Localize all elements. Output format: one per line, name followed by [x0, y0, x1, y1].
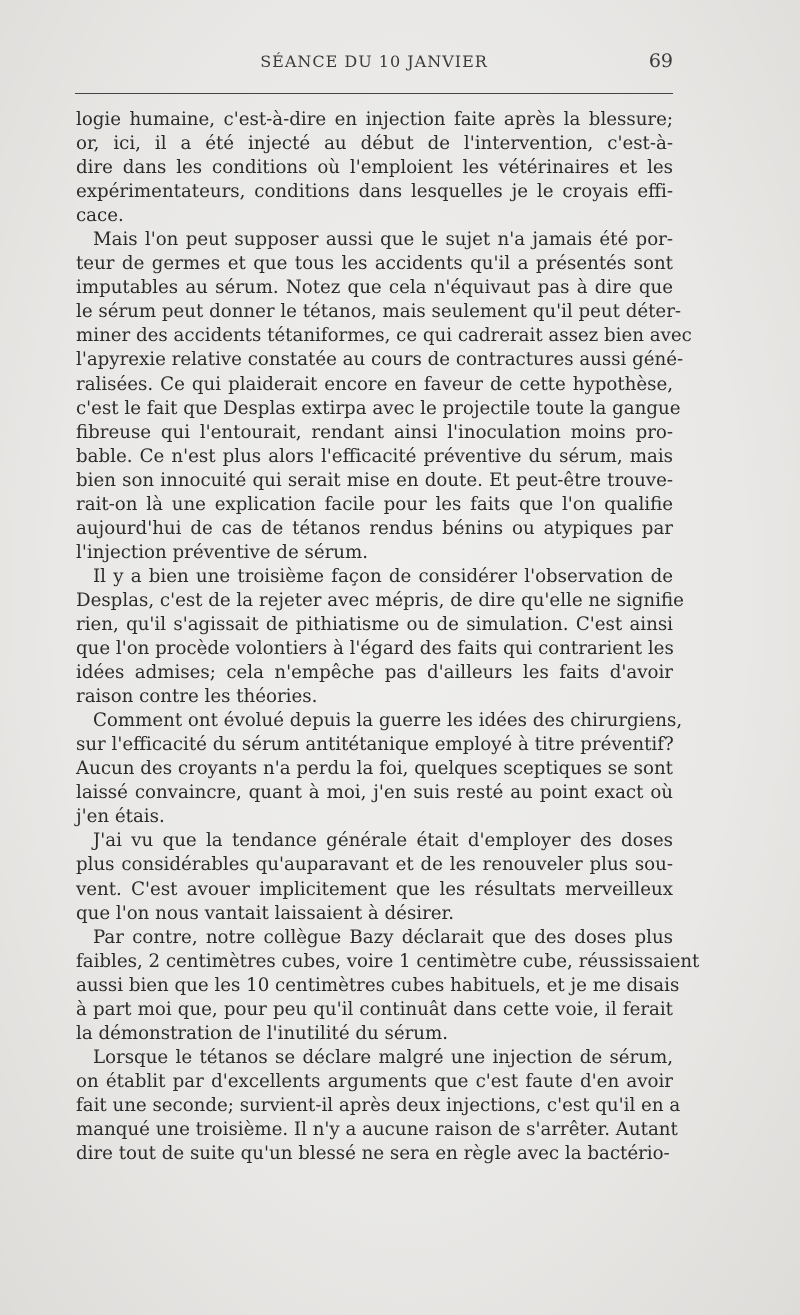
text-line: Aucun des croyants n'a perdu la foi, quelques sceptiques se sont — [76, 758, 673, 780]
text-line: dire dans les conditions où l'emploient les vétérinaires et les — [76, 157, 673, 179]
text-line: vent. C'est avouer implicitement que les résultats merveilleux — [76, 878, 673, 900]
text-line: raison contre les théories. — [76, 686, 318, 708]
text-line: j'en étais. — [76, 806, 165, 828]
page-number: 69 — [648, 50, 673, 72]
paragraph — [76, 565, 684, 709]
text-line: le sérum peut donner le tétanos, mais seulement qu'il peut déter- — [76, 301, 682, 323]
text-line: bable. Ce n'est plus alors l'efficacité préventive du sérum, mais — [76, 445, 673, 467]
text-line: faibles, 2 centimètres cubes, voire 1 centimètre cube, réussissaient — [76, 950, 700, 972]
paragraph — [76, 228, 692, 565]
text-line: logie humaine, c'est-à-dire en injection faite après la blessure; — [76, 109, 673, 130]
text-line: plus considérables qu'auparavant et de les renouveler plus sou- — [76, 854, 673, 876]
text-line: rien, qu'il s'agissait de pithiatisme ou de simulation. C'est ainsi — [76, 613, 673, 635]
paragraph — [76, 709, 683, 829]
text-line: fibreuse qui l'entourait, rendant ainsi l'inoculation moins pro- — [76, 421, 673, 443]
text-line: miner des accidents tétaniformes, ce qui cadrerait assez bien avec — [76, 325, 692, 347]
text-line: Desplas, c'est de la rejeter avec mépris, de dire qu'elle ne signifie — [76, 589, 684, 611]
text-line: Mais l'on peut supposer aussi que le sujet n'a jamais été por- — [93, 229, 673, 251]
text-line: bien son innocuité qui serait mise en doute. Et peut-être trouve- — [76, 469, 673, 491]
page-header — [75, 52, 673, 82]
text-line: teur de germes et que tous les accidents qu'il a présentés sont — [76, 253, 673, 275]
text-line: dire tout de suite qu'un blessé ne sera en règle avec la bactério- — [76, 1143, 670, 1165]
text-line: que l'on nous vantait laissaient à désirer. — [76, 902, 455, 924]
text-line: l'injection préventive de sérum. — [76, 541, 369, 563]
text-line: Par contre, notre collègue Bazy déclarait que des doses plus — [93, 926, 673, 948]
header-rule — [75, 93, 673, 94]
text-line: l'apyrexie relative constatée au cours de contractures aussi géné- — [76, 349, 684, 371]
text-line: J'ai vu que la tendance générale était d'employer des doses — [93, 830, 673, 852]
text-line: ralisées. Ce qui plaiderait encore en faveur de cette hypothèse, — [76, 373, 673, 395]
text-line: aussi bien que les 10 centimètres cubes habituels, et je me disais — [76, 974, 680, 996]
text-line: à part moi que, pour peu qu'il continuât dans cette voie, il ferait — [76, 998, 673, 1020]
text-line: on établit par d'excellents arguments que c'est faute d'en avoir — [76, 1070, 673, 1092]
paragraph — [76, 108, 673, 228]
paragraph — [76, 829, 673, 925]
text-line: idées admises; cela n'empêche pas d'ailleurs les faits d'avoir — [76, 662, 673, 684]
text-line: cace. — [76, 205, 124, 227]
text-line: aujourd'hui de cas de tétanos rendus bénins ou atypiques par — [76, 517, 673, 539]
text-line: que l'on procède volontiers à l'égard des faits qui contrarient les — [76, 638, 674, 660]
text-line: fait une seconde; survient-il après deux injections, c'est qu'il en a — [76, 1094, 681, 1116]
text-line: c'est le fait que Desplas extirpa avec le projectile toute la gangue — [76, 397, 681, 419]
text-line: sur l'efficacité du sérum antitétanique employé à titre préventif? — [76, 734, 674, 756]
paragraph — [76, 1046, 681, 1166]
text-line: manqué une troisième. Il n'y a aucune raison de s'arrêter. Autant — [76, 1118, 678, 1140]
text-line: Il y a bien une troisième façon de considérer l'observation de — [93, 565, 673, 587]
text-line: Lorsque le tétanos se déclare malgré une injection de sérum, — [93, 1046, 673, 1068]
text-line: rait-on là une explication facile pour les faits que l'on qualifie — [76, 493, 673, 515]
text-line: la démonstration de l'inutilité du sérum. — [76, 1022, 449, 1044]
text-line: Comment ont évolué depuis la guerre les idées des chirurgiens, — [93, 710, 683, 732]
paragraph — [76, 926, 700, 1046]
text-line: expérimentateurs, conditions dans lesquelles je le croyais effi- — [76, 181, 673, 203]
text-line: laissé convaincre, quant à moi, j'en suis resté au point exact où — [76, 782, 673, 804]
text-line: or, ici, il a été injecté au début de l'intervention, c'est-à- — [76, 133, 673, 155]
running-title: SÉANCE DU 10 JANVIER — [260, 52, 488, 71]
body-text — [76, 108, 700, 1166]
text-line: imputables au sérum. Notez que cela n'équivaut pas à dire que — [76, 277, 673, 299]
